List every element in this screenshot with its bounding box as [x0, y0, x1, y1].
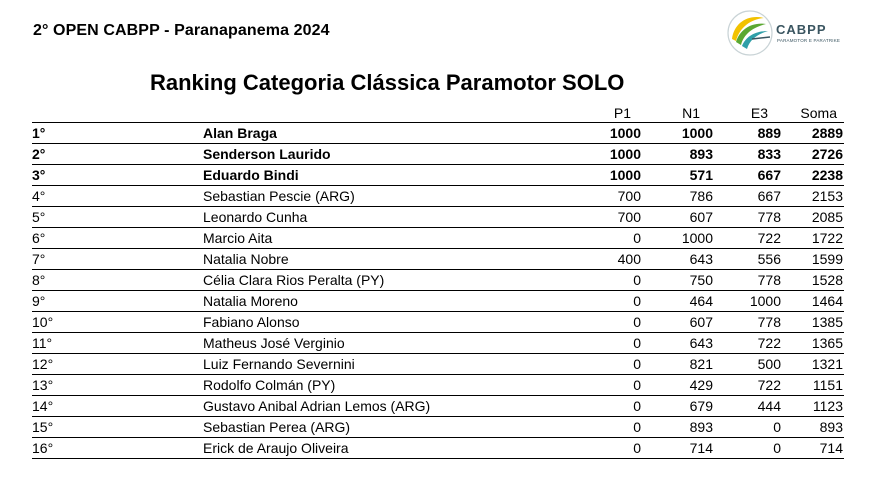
p1-cell: 0 — [633, 335, 641, 351]
rank-cell: 15° — [32, 419, 54, 435]
pilot-name-cell: Natalia Nobre — [203, 251, 289, 267]
p1-cell: 0 — [633, 272, 641, 288]
pilot-name-cell: Alan Braga — [203, 125, 277, 141]
rank-cell: 6° — [32, 230, 46, 246]
soma-cell: 1599 — [811, 251, 843, 267]
event-title: 2° OPEN CABPP - Paranapanema 2024 — [33, 22, 330, 39]
rank-cell: 10° — [32, 314, 54, 330]
p1-cell: 0 — [633, 356, 641, 372]
n1-cell: 679 — [689, 398, 713, 414]
n1-cell: 429 — [689, 377, 713, 393]
p1-cell: 1000 — [609, 146, 641, 162]
p1-cell: 0 — [633, 398, 641, 414]
pilot-name-cell: Rodolfo Colmán (PY) — [203, 377, 336, 393]
table-row — [32, 333, 844, 354]
table-row — [32, 123, 844, 144]
e3-cell: 778 — [757, 272, 781, 288]
p1-cell: 0 — [633, 377, 641, 393]
e3-cell: 1000 — [749, 293, 781, 309]
rank-cell: 13° — [32, 377, 54, 393]
rank-cell: 3° — [32, 167, 46, 183]
table-row — [32, 249, 844, 270]
rank-cell: 1° — [32, 125, 46, 141]
e3-cell: 667 — [757, 167, 781, 183]
e3-cell: 722 — [757, 377, 781, 393]
e3-cell: 833 — [757, 146, 781, 162]
n1-cell: 893 — [689, 146, 713, 162]
table-row — [32, 417, 844, 438]
table-row — [32, 312, 844, 333]
e3-cell: 667 — [757, 188, 781, 204]
table-row — [32, 438, 844, 459]
table-row — [32, 396, 844, 417]
rank-cell: 7° — [32, 251, 46, 267]
e3-cell: 778 — [757, 314, 781, 330]
header-soma: Soma — [800, 105, 837, 121]
rank-cell: 5° — [32, 209, 46, 225]
n1-cell: 1000 — [681, 230, 713, 246]
soma-cell: 2153 — [811, 188, 843, 204]
p1-cell: 1000 — [609, 167, 641, 183]
logo-wordmark: CABPP — [776, 22, 827, 37]
table-row — [32, 270, 844, 291]
header-e3: E3 — [750, 105, 768, 121]
e3-cell: 556 — [757, 251, 781, 267]
e3-cell: 778 — [757, 209, 781, 225]
table-row — [32, 291, 844, 312]
soma-cell: 1528 — [811, 272, 843, 288]
cabpp-logo — [726, 9, 846, 57]
n1-cell: 607 — [689, 314, 713, 330]
ranking-table — [32, 101, 844, 459]
table-row — [32, 228, 844, 249]
logo-subtitle: PARAMOTOR E PARATRIKE — [777, 38, 841, 43]
ranking-title: Ranking Categoria Clássica Paramotor SOLO — [150, 70, 625, 95]
p1-cell: 400 — [617, 251, 641, 267]
n1-cell: 643 — [689, 335, 713, 351]
soma-cell: 1385 — [811, 314, 843, 330]
table-row — [32, 165, 844, 186]
rank-cell: 2° — [32, 146, 46, 162]
soma-cell: 1464 — [811, 293, 843, 309]
n1-cell: 786 — [689, 188, 713, 204]
n1-cell: 821 — [689, 356, 713, 372]
p1-cell: 0 — [633, 230, 641, 246]
n1-cell: 893 — [689, 419, 713, 435]
e3-cell: 500 — [757, 356, 781, 372]
e3-cell: 722 — [757, 335, 781, 351]
pilot-name-cell: Matheus José Verginio — [203, 335, 345, 351]
rank-cell: 11° — [32, 335, 53, 351]
p1-cell: 700 — [617, 209, 641, 225]
e3-cell: 0 — [773, 419, 781, 435]
n1-cell: 750 — [689, 272, 713, 288]
soma-cell: 2085 — [811, 209, 843, 225]
soma-cell: 1123 — [812, 398, 843, 414]
table-row — [32, 186, 844, 207]
e3-cell: 444 — [757, 398, 781, 414]
table-row — [32, 375, 844, 396]
n1-cell: 1000 — [681, 125, 713, 141]
soma-cell: 893 — [819, 419, 843, 435]
pilot-name-cell: Eduardo Bindi — [203, 167, 299, 183]
rank-cell: 12° — [32, 356, 54, 372]
pilot-name-cell: Sebastian Pescie (ARG) — [203, 188, 355, 204]
pilot-name-cell: Senderson Laurido — [203, 146, 331, 162]
e3-cell: 722 — [757, 230, 781, 246]
p1-cell: 0 — [633, 314, 641, 330]
header-pos — [32, 101, 203, 123]
table-row — [32, 207, 844, 228]
pilot-name-cell: Luiz Fernando Severnini — [203, 356, 355, 372]
p1-cell: 0 — [633, 440, 641, 456]
pilot-name-cell: Fabiano Alonso — [203, 314, 300, 330]
pilot-name-cell: Natalia Moreno — [203, 293, 298, 309]
n1-cell: 607 — [689, 209, 713, 225]
e3-cell: 889 — [757, 125, 781, 141]
rank-cell: 16° — [32, 440, 54, 456]
soma-cell: 714 — [819, 440, 843, 456]
n1-cell: 714 — [689, 440, 713, 456]
soma-cell: 2238 — [811, 167, 843, 183]
pilot-name-cell: Sebastian Perea (ARG) — [203, 419, 351, 435]
rank-cell: 9° — [32, 293, 46, 309]
pilot-name-cell: Marcio Aita — [203, 230, 273, 246]
p1-cell: 0 — [633, 293, 641, 309]
n1-cell: 571 — [689, 167, 713, 183]
table-row — [32, 354, 844, 375]
table-header-row — [32, 101, 844, 123]
n1-cell: 643 — [689, 251, 713, 267]
rank-cell: 4° — [32, 188, 46, 204]
paraglider-swoosh-icon — [726, 9, 774, 57]
p1-cell: 1000 — [609, 125, 641, 141]
soma-cell: 2889 — [811, 125, 843, 141]
e3-cell: 0 — [773, 440, 781, 456]
header-name — [203, 101, 574, 123]
pilot-name-cell: Leonardo Cunha — [203, 209, 308, 225]
rank-cell: 8° — [32, 272, 46, 288]
table-row — [32, 144, 844, 165]
p1-cell: 0 — [633, 419, 641, 435]
pilot-name-cell: Célia Clara Rios Peralta (PY) — [203, 272, 385, 288]
pilot-name-cell: Gustavo Anibal Adrian Lemos (ARG) — [203, 398, 431, 414]
rank-cell: 14° — [32, 398, 54, 414]
header-p1: P1 — [613, 105, 631, 121]
n1-cell: 464 — [689, 293, 713, 309]
soma-cell: 1365 — [811, 335, 843, 351]
pilot-name-cell: Erick de Araujo Oliveira — [203, 440, 349, 456]
soma-cell: 1151 — [812, 377, 843, 393]
soma-cell: 2726 — [811, 146, 843, 162]
header-n1: N1 — [682, 105, 700, 121]
soma-cell: 1321 — [811, 356, 843, 372]
soma-cell: 1722 — [811, 230, 843, 246]
p1-cell: 700 — [617, 188, 641, 204]
